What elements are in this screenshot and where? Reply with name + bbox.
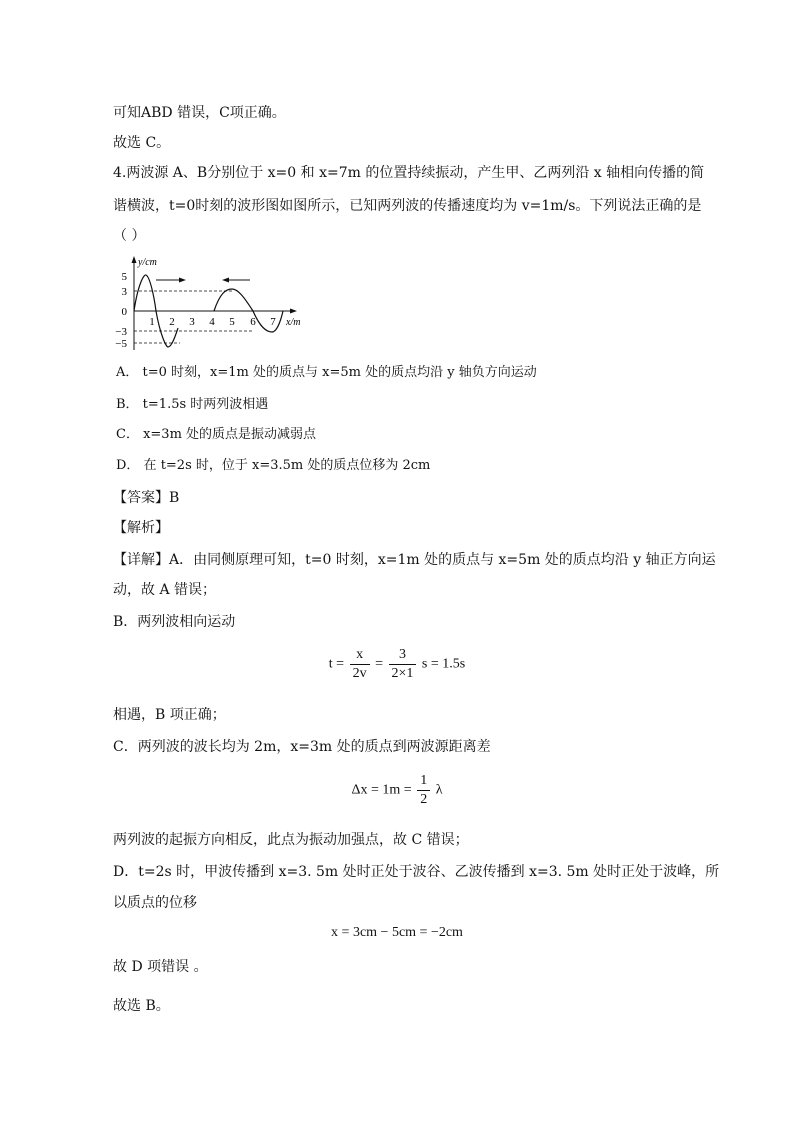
x-tick-5: 5 [229,316,235,328]
option-d: D． 在 t=2s 时，位于 x=3.5m 处的质点位移为 2cm [116,458,431,473]
previous-answer: 故选 C。 [113,135,171,151]
wave-b-arrowhead-icon [222,278,229,283]
wave-figure [112,252,312,352]
y-axis-arrow [132,256,137,263]
y-tick-minus5: −5 [115,338,127,350]
equation-displacement: x = 3cm − 5cm = −2cm [331,925,463,940]
detail-a-line1: 【详解】A．由同侧原理可知，t=0 时刻，x=1m 处的质点与 x=5m 处的质点均沿 y 轴正方向运 [113,552,716,568]
x-axis-label: x/m [286,317,301,328]
question-text-line2: 谐横波，t=0时刻的波形图如图所示，已知两列波的传播速度均为 v=1m/s。下列说法正确的是 [113,198,702,214]
x-axis-arrow [290,309,297,314]
x-tick-3: 3 [189,316,195,328]
equation-path-difference: Δx = 1m = $\frac{1}{2}$ λ [351,773,443,807]
x-tick-1: 1 [149,316,155,328]
fraction-x-over-2v: $\frac{x}{2v}$ [350,646,370,683]
x-tick-4: 4 [209,316,215,328]
x-tick-7: 7 [270,316,276,328]
final-answer: 故选 B。 [113,998,170,1014]
analysis-label: 【解析】 [113,520,169,536]
x-tick-6: 6 [250,316,256,328]
detail-c-line2: 两列波的起振方向相反，此点为振动加强点，故 C 错误； [113,832,469,848]
detail-a-line2: 动，故 A 错误； [113,582,217,598]
option-b: B． t=1.5s 时两列波相遇 [116,397,269,412]
y-tick-minus3: −3 [115,326,127,338]
x-tick-2: 2 [169,316,175,328]
option-a: A． t=0 时刻，x=1m 处的质点与 x=5m 处的质点均沿 y 轴负方向运动 [116,365,537,380]
equation-time: t = $\frac{x}{2v}$ = $\frac{3}{2\times 1}$ s = 1.5s [328,647,466,681]
detail-d-line1: D．t=2s 时，甲波传播到 x=3. 5m 处时正处于波谷、乙波传播到 x=3. 5m 处时正处于波峰，所 [113,864,720,880]
detail-c-line1: C．两列波的波长均为 2m，x=3m 处的质点到两波源距离差 [113,739,491,755]
fraction-3-over-2x1: $\frac{3}{2\times 1}$ [389,646,417,683]
y-tick-5: 5 [121,271,127,283]
previous-conclusion: 可知ABD 错误，C项正确。 [113,105,286,121]
wave-a-arrowhead-icon [179,278,186,283]
detail-d-line2: 以质点的位移 [113,895,197,911]
y-tick-3: 3 [121,286,127,298]
fraction-one-half: $\frac{1}{2}$ [417,772,430,809]
question-bracket: （ ） [113,228,146,244]
y-tick-0: 0 [121,306,127,318]
y-axis-label: y/cm [138,257,157,268]
detail-b-line2: 相遇，B 项正确； [113,707,226,723]
detail-b-line1: B．两列波相向运动 [113,614,236,630]
question-text-line1: 4.两波源 A、B分别位于 x=0 和 x=7m 的位置持续振动，产生甲、乙两列沿 x 轴相向传播的简 [113,165,705,181]
answer: 【答案】B [113,490,180,506]
detail-d-line3: 故 D 项错误 。 [113,959,208,975]
option-c: C． x=3m 处的质点是振动减弱点 [116,427,317,442]
